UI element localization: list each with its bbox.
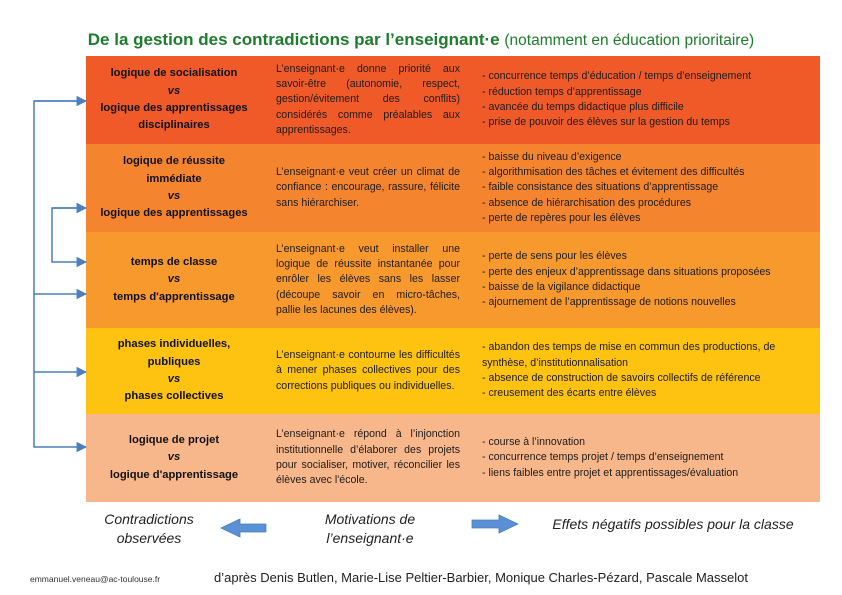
effect-item: - réduction temps d’apprentissage [482, 85, 642, 98]
effect-item: - ajournement de l’apprentissage de notions nouvelles [482, 296, 736, 309]
effect-item: - liens faibles entre projet et apprentissages/évaluation [482, 466, 739, 479]
footer-effects [528, 515, 818, 534]
contradiction-line: logique de réussite [123, 155, 225, 168]
vs-label: vs [167, 84, 181, 97]
effect-item: - course à l’innovation [482, 435, 586, 448]
effect-item: - perte de sens pour les élèves [482, 250, 627, 263]
contradiction-line: logique des apprentissages [100, 102, 248, 114]
effect-item: - absence de construction de savoirs collectifs de référence [482, 372, 761, 384]
credit-line: d’après Denis Butlen, Marie-Lise Peltier-Barbier, Monique Charles-Pézard, Pascale Masselot [214, 570, 748, 585]
effect-item: - creusement des écarts entre élèves [482, 387, 657, 400]
effect-item: - prise de pouvoir des élèves sur la gestion du temps [482, 116, 730, 129]
contradiction-line: temps de classe [130, 255, 218, 268]
effect-item: - avancée du temps didactique plus difficile [482, 101, 684, 113]
contradiction-line: temps d'apprentissage [113, 290, 235, 303]
bracket-outer [34, 101, 86, 447]
effect-item: - perte des enjeux d’apprentissage dans situations proposées [482, 265, 771, 278]
motivation-text: L’enseignant·e répond à l’injonction institutionnelle d’élaborer des projets pour socialiser, motiver, réconcilier les élèves avec l'école. [276, 428, 460, 487]
footer-line: Effets négatifs possibles pour la classe [552, 516, 794, 532]
effect-item: - concurrence temps projet / temps d’enseignement [482, 451, 724, 464]
contradiction-line: phases individuelles, [117, 338, 231, 351]
author-email: emmanuel.veneau@ac-toulouse.fr [30, 574, 161, 584]
vs-label: vs [167, 273, 181, 286]
contradiction-line: logique d'apprentissage [109, 468, 239, 481]
footer-line: Contradictions [104, 511, 194, 527]
contradiction-line: logique des apprentissages [100, 207, 248, 220]
effect-item: - baisse de la vigilance didactique [482, 281, 641, 293]
footer-line: observées [116, 529, 182, 546]
effect-item: - absence de hiérarchisation des procédures [482, 196, 692, 209]
right-block-arrow [472, 515, 518, 533]
contradiction-line: publiques [147, 355, 201, 368]
contradiction-line: immédiate [146, 172, 202, 185]
motivation-text: L’enseignant·e veut installer une logique de réussite instantanée pour enrôler les élèves sans les lasser (découpe savoir en micro-tâches, pallie les lacunes des élèves). [276, 242, 460, 317]
footer-line: Motivations de [324, 511, 416, 527]
motivation-text: L’enseignant·e contourne les difficultés à mener phases collectives pour des corrections publiques ou individuelles. [276, 348, 460, 392]
footer-line: l’enseignant·e [326, 529, 414, 546]
footer-contradictions [88, 510, 210, 548]
effect-item: - baisse du niveau d’exigence [482, 150, 622, 163]
title-main: De la gestion des contradictions par l’enseignant·e [87, 30, 500, 49]
effect-item: - perte de repères pour les élèves [482, 212, 641, 225]
vs-label: vs [167, 373, 181, 385]
contradiction-line: logique de projet [128, 433, 220, 446]
footer-motivations [300, 510, 440, 548]
effect-item: - faible consistance des situations d’apprentissage [482, 181, 719, 194]
contradiction-line: logique de socialisation [110, 67, 238, 80]
effect-item: - concurrence temps d’éducation / temps d’enseignement [482, 70, 752, 83]
left-block-arrow [221, 519, 266, 537]
motivation-text: L’enseignant·e veut créer un climat de confiance : encourage, rassure, félicite sans hiérarchiser. [276, 165, 460, 209]
vs-label: vs [167, 190, 181, 202]
bracket-inner [52, 208, 86, 262]
contradiction-line: disciplinaires [138, 119, 210, 132]
vs-label: vs [167, 451, 181, 464]
title-sub: (notamment en éducation prioritaire) [504, 32, 755, 49]
effect-item: - abandon des temps de mise en commun des productions, de synthèse, d’institutionnalisation [482, 341, 776, 369]
effect-item: - algorithmisation des tâches et évitement des difficultés [482, 165, 745, 178]
motivation-text: L’enseignant·e donne priorité aux savoir-être (autonomie, respect, gestion/évitement des conflits) considérés comme préalables aux apprentissages. [276, 62, 460, 137]
contradiction-line: phases collectives [124, 390, 224, 403]
